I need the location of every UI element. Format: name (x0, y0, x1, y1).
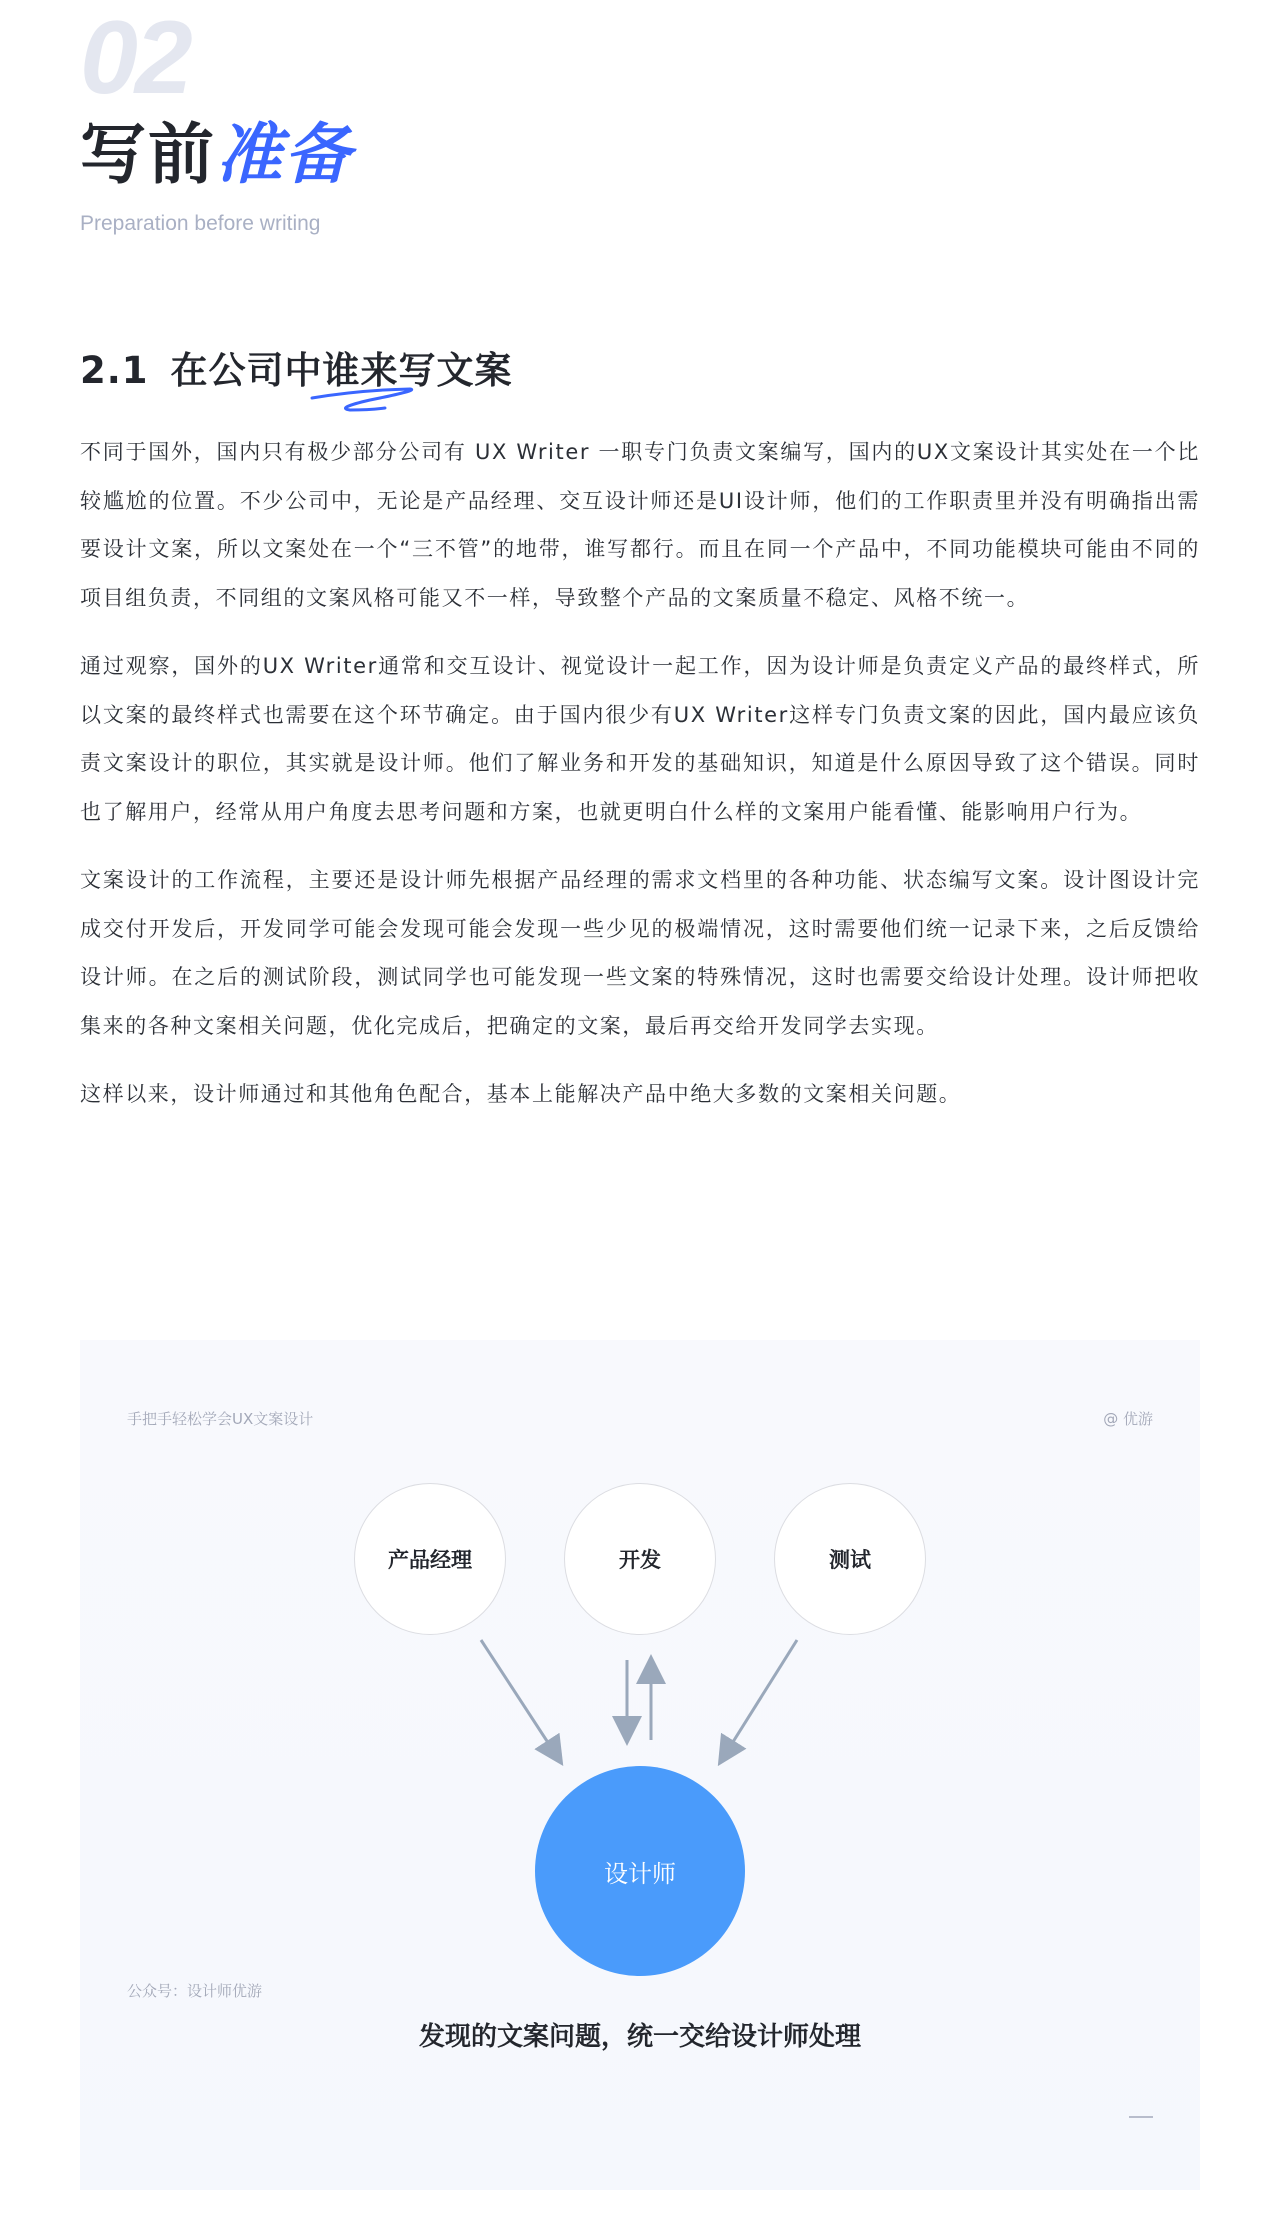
section-heading (80, 340, 513, 394)
underline-squiggle-icon (310, 386, 420, 416)
title-blue-part: 准备 (216, 116, 352, 193)
paragraph: 通过观察，国外的UX Writer通常和交互设计、视觉设计一起工作，因为设计师是负责定义产品的最终样式，所以文案的最终样式也需要在这个环节确定。由于国内很少有UX Writer这样专门负责文案的因此，国内最应该负责文案设计的职位，其实就是设计师。他们了解业务和开发的基础知识，知道是什么原因导致了这个错误。同时也了解用户，经常从用户角度去思考问题和方案，也就更明白什么样的文案用户能看懂、能影响用户行为。 (80, 654, 1200, 824)
page-subtitle: Preparation before writing (80, 212, 321, 235)
node-designer: 设计师 (535, 1766, 745, 1976)
diagram-caption: 发现的文案问题，统一交给设计师处理 (418, 2022, 861, 2052)
node-developer: 开发 (564, 1483, 716, 1635)
section-title: 在公司中谁来写文案 (170, 349, 513, 392)
paragraph: 不同于国外，国内只有极少部分公司有 UX Writer 一职专门负责文案编写，国内的UX文案设计其实处在一个比较尴尬的位置。不少公司中，无论是产品经理、交互设计师还是UI设计师，他们的工作职责里并没有明确指出需要设计文案，所以文案处在一个“三不管”的地带，谁写都行。而且在同一个产品中，不同功能模块可能由不同的项目组负责，不同组的文案风格可能又不一样，导致整个产品的文案质量不稳定、风格不统一。 (80, 440, 1200, 610)
article-body (80, 428, 1200, 1139)
section-number: 2.1 (80, 349, 149, 392)
workflow-diagram (80, 1340, 1200, 2190)
diagram-footer: 公众号：设计师优游 (127, 1982, 263, 2000)
title-dark-part: 写前 (80, 116, 216, 193)
page-title (80, 116, 352, 193)
paragraph: 文案设计的工作流程，主要还是设计师先根据产品经理的需求文档里的各种功能、状态编写文案。设计图设计完成交付开发后，开发同学可能会发现可能会发现一些少见的极端情况，这时需要他们统一记录下来，之后反馈给设计师。在之后的测试阶段，测试同学也可能发现一些文案的特殊情况，这时也需要交给设计处理。设计师把收集来的各种文案相关问题，优化完成后，把确定的文案，最后再交给开发同学去实现。 (80, 868, 1200, 1038)
diagram-header-right: @ 优游 (1103, 1410, 1153, 1428)
arrows (80, 1340, 1200, 2190)
arrow-test-to-designer (721, 1640, 797, 1761)
paragraph: 这样以来，设计师通过和其他角色配合，基本上能解决产品中绝大多数的文案相关问题。 (80, 1082, 962, 1106)
node-product-manager: 产品经理 (354, 1483, 506, 1635)
node-tester: 测试 (774, 1483, 926, 1635)
diagram-header-left: 手把手轻松学会UX文案设计 (127, 1410, 314, 1428)
arrow-pm-to-designer (481, 1640, 560, 1761)
section-number-watermark: 02 (80, 0, 190, 116)
footer-dash (1129, 2116, 1153, 2118)
